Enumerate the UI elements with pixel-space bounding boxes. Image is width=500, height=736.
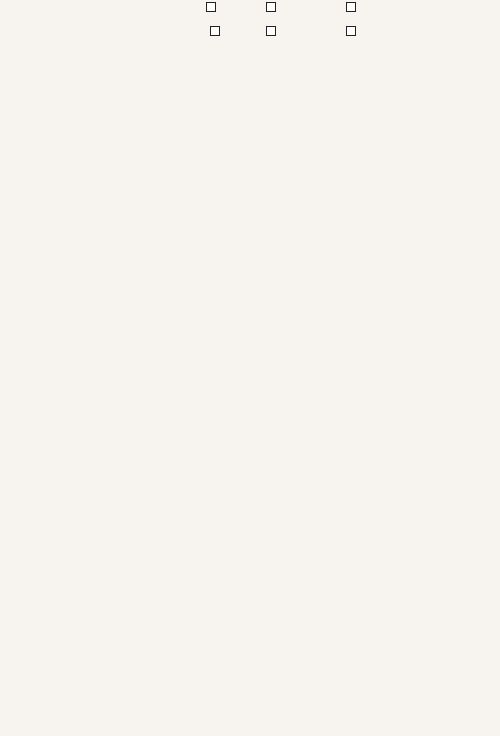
answer-option[interactable] (202, 2, 216, 12)
answer-option[interactable] (206, 26, 220, 36)
answer-checkbox[interactable] (346, 26, 356, 36)
answer-option[interactable] (262, 26, 276, 36)
answer-option[interactable] (342, 26, 356, 36)
answer-option[interactable] (342, 2, 356, 12)
answer-checkbox[interactable] (206, 2, 216, 12)
answer-checkbox[interactable] (266, 26, 276, 36)
answer-checkbox[interactable] (266, 2, 276, 12)
answer-checkbox[interactable] (210, 26, 220, 36)
answer-option[interactable] (262, 2, 276, 12)
answer-checkbox[interactable] (346, 2, 356, 12)
